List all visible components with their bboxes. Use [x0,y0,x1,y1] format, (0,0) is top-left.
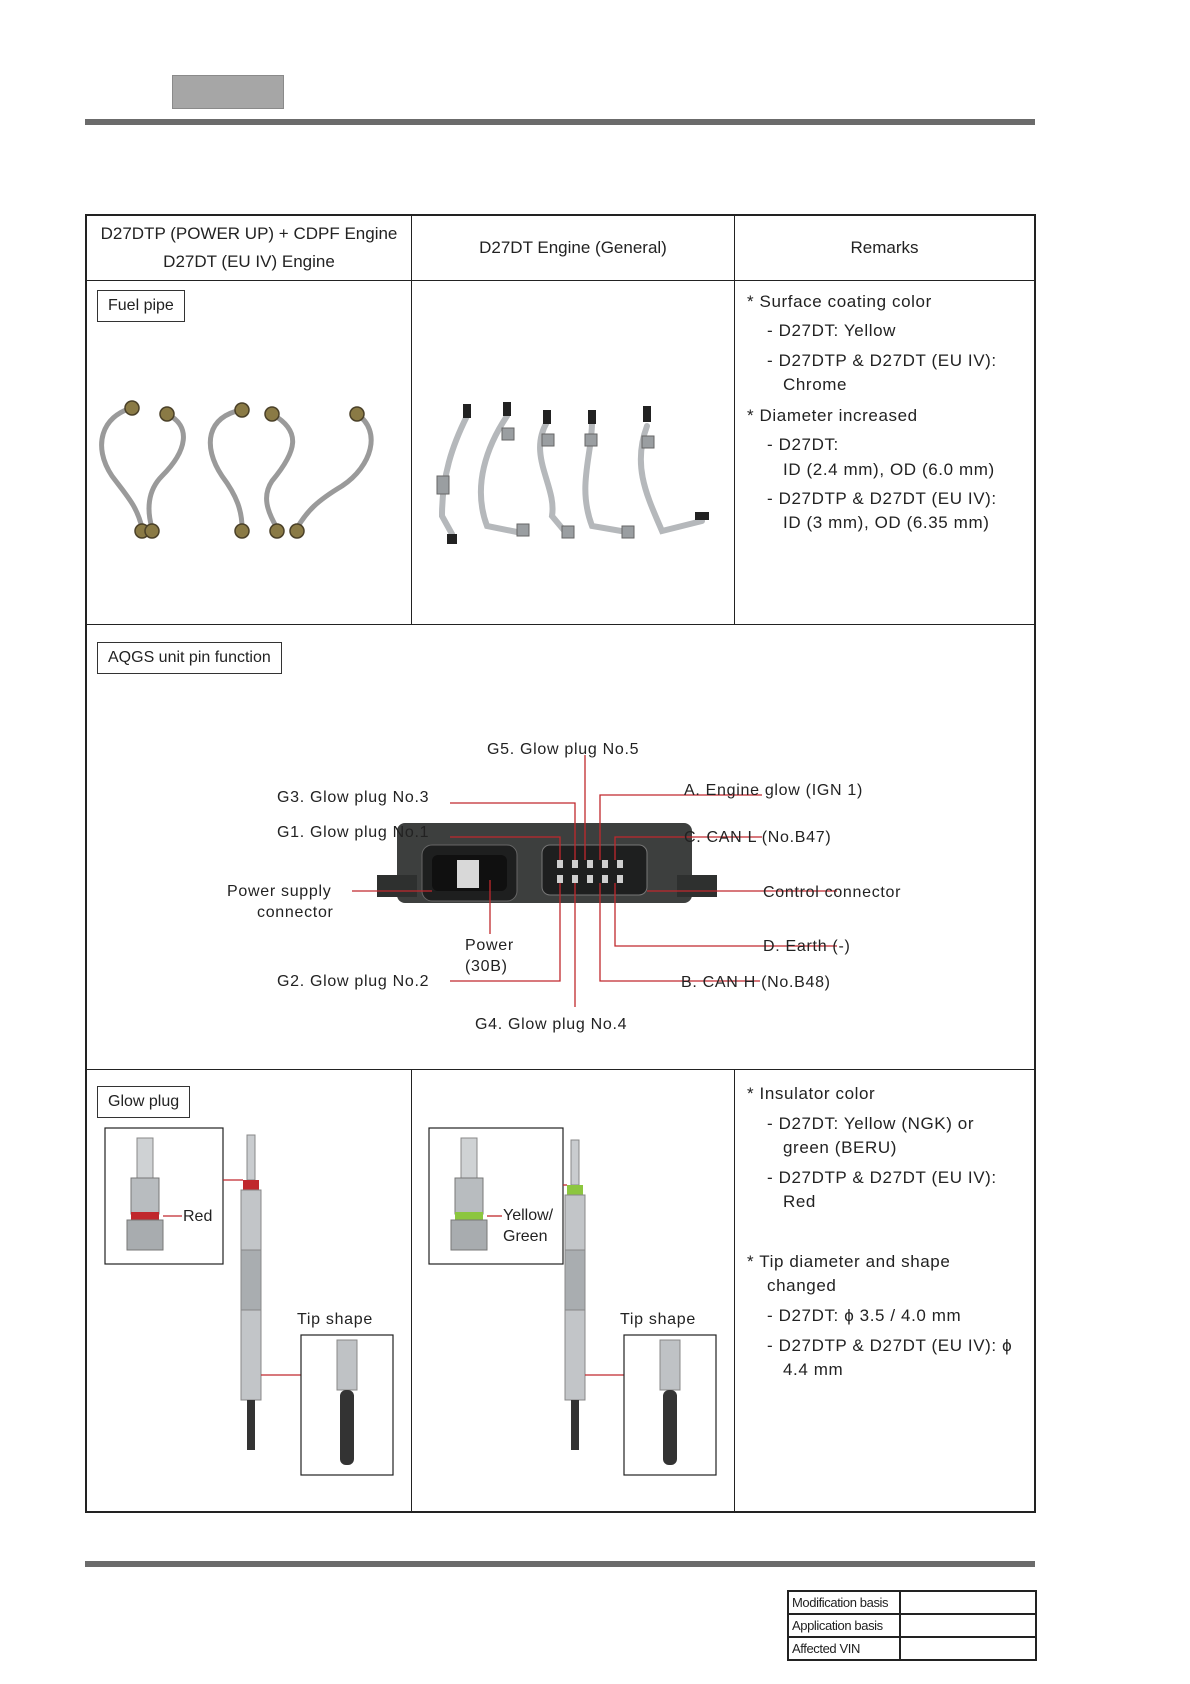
remark-line: 4.4 mm [783,1360,844,1379]
pin [602,860,608,868]
pipe-tip [695,512,709,520]
pipe-nut [437,476,449,494]
tip-inset-body [660,1340,680,1390]
fuel-pipe-4 [267,414,293,528]
remark-line: * Diameter increased [747,406,918,425]
pipe-nut [502,428,514,440]
plug-thread [241,1250,261,1310]
tip-inset-tip [663,1390,677,1465]
callout-a: A. Engine glow (IGN 1) [684,782,864,799]
control-connector-socket [542,845,647,895]
callout-power-supply-1: Power supply [227,883,332,900]
callout-g4: G4. Glow plug No.4 [475,1016,628,1033]
pipe-nut [160,407,174,421]
pipe-nut [290,524,304,538]
fuel-pipe-1 [102,408,142,528]
pin [572,860,578,868]
remark-line: - D27DT: Yellow [767,321,897,340]
power-terminal [457,860,479,888]
remark-line: - D27DTP & D27DT (EU IV): [767,351,997,370]
glow-plug-general [429,1128,716,1475]
pipe-tip [643,406,651,422]
remark-line: * Insulator color [747,1084,876,1103]
yellow-green-label-1: Yellow/ [503,1207,554,1224]
callout-control: Control connector [763,884,902,901]
callout-d: D. Earth (-) [763,938,851,955]
pipe-nut [517,524,529,536]
pipe-nut [562,526,574,538]
pipe-nut [270,524,284,538]
tip-inset-tip [340,1390,354,1465]
pin [602,875,608,883]
remark-line: changed [767,1276,837,1295]
modification-basis-value [900,1591,1036,1614]
revision-row [788,1591,1036,1614]
plug-thread [565,1250,585,1310]
remark-line: - D27DTP & D27DT (EU IV): [767,1168,997,1187]
remark-line: - D27DTP & D27DT (EU IV): ϕ [767,1336,1013,1355]
pin [587,875,593,883]
callout-g1: G1. Glow plug No.1 [277,824,430,841]
plug-red-collar [243,1180,259,1190]
header-col3-text: Remarks [850,238,919,257]
pipe-nut [350,407,364,421]
aqgs-label: AQGS unit pin function [97,642,282,674]
callout-g2: G2. Glow plug No.2 [277,973,430,990]
remark-line: ID (2.4 mm), OD (6.0 mm) [783,460,995,479]
revision-row [788,1614,1036,1637]
green-collar [455,1212,483,1220]
affected-vin-label: Affected VIN [788,1637,900,1660]
header-col3 [735,216,1034,280]
remark-line: Chrome [783,375,848,394]
collar-inset-frame [105,1128,223,1264]
yellow-green-label-2: Green [503,1228,548,1245]
fuel-pipe-label: Fuel pipe [97,290,185,322]
pipe-nut [235,524,249,538]
pin [557,860,563,868]
inset-hex [127,1220,163,1250]
pin [587,860,593,868]
pin [557,875,563,883]
inset-body [131,1178,159,1214]
callout-power-1: Power [465,937,514,954]
pin [617,860,623,868]
header-col2 [412,216,734,280]
header-col1-line2: D27DT (EU IV) Engine [163,252,335,271]
tip-shape-label-left: Tip shape [297,1311,373,1328]
aqgs-mount-right [677,875,717,897]
remark-line: - D27DT: Yellow (NGK) or [767,1114,975,1133]
callout-power-supply-2: connector [257,904,334,921]
pipe-tip [543,410,551,424]
header-divider [87,280,1034,281]
inset-terminal [137,1138,153,1178]
fuel-pipe-new-image [92,396,404,556]
pipe-tip [463,404,471,418]
application-basis-label: Application basis [788,1614,900,1637]
callout-c: C. CAN L (No.B47) [684,829,832,846]
glow-plug-label: Glow plug [97,1086,190,1118]
pin [617,875,623,883]
pipe-nut [585,434,597,446]
plug-terminal [247,1135,255,1180]
remark-line: ID (3 mm), OD (6.35 mm) [783,513,990,532]
callout-power-2: (30B) [465,958,508,975]
fuel-pipe-3 [210,410,242,528]
inset-terminal [461,1138,477,1178]
revision-table [787,1590,1037,1661]
header-col2-text: D27DT Engine (General) [479,238,667,257]
red-label: Red [183,1208,213,1225]
callout-g5: G5. Glow plug No.5 [487,741,640,758]
plug-green-collar [567,1185,583,1195]
pipe-nut [642,436,654,448]
revision-row [788,1637,1036,1660]
pipe-tip [447,534,457,544]
bottom-rule [85,1561,1035,1567]
header-tab [172,75,284,109]
fuel-pipe-5 [297,414,371,528]
plug-terminal [571,1140,579,1185]
inset-hex [451,1220,487,1250]
remark-line: * Tip diameter and shape [747,1252,951,1271]
red-collar [131,1212,159,1220]
fuel-pipe-general-image [417,386,729,566]
pipe-nut [125,401,139,415]
col-divider-2-bottom [734,1069,735,1511]
remark-line: - D27DT: [767,435,839,454]
pipe-nut [265,407,279,421]
header-col1-line1: D27DTP (POWER UP) + CDPF Engine [100,224,398,243]
modification-basis-label: Modification basis [788,1591,900,1614]
pipe-tip [503,402,511,416]
remark-line: - D27DT: ϕ 3.5 / 4.0 mm [767,1306,962,1325]
remark-line: green (BERU) [783,1138,897,1157]
remark-line: - D27DTP & D27DT (EU IV): [767,489,997,508]
glow-plug-new [105,1128,393,1475]
header-col1 [87,216,411,280]
fuel-pipe-2 [149,414,183,528]
aqgs-pin-diagram [87,625,1034,1068]
comparison-table [85,214,1036,1513]
pin [572,875,578,883]
pipe-nut [622,526,634,538]
plug-tip [247,1400,255,1450]
pipe-nut [542,434,554,446]
general-pipe-1 [442,416,467,534]
tip-inset-body [337,1340,357,1390]
remark-line: Red [783,1192,816,1211]
pipe-tip [588,410,596,424]
top-rule [85,119,1035,125]
pipe-nut [235,403,249,417]
tip-shape-label-middle: Tip shape [620,1311,696,1328]
affected-vin-value [900,1637,1036,1660]
inset-body [455,1178,483,1214]
callout-b: B. CAN H (No.B48) [681,974,831,991]
callout-g3: G3. Glow plug No.3 [277,789,430,806]
pipe-nut [145,524,159,538]
glow-plug-images [87,1070,734,1510]
application-basis-value [900,1614,1036,1637]
plug-tip [571,1400,579,1450]
aqgs-mount-left [377,875,417,897]
remark-line: * Surface coating color [747,292,932,311]
